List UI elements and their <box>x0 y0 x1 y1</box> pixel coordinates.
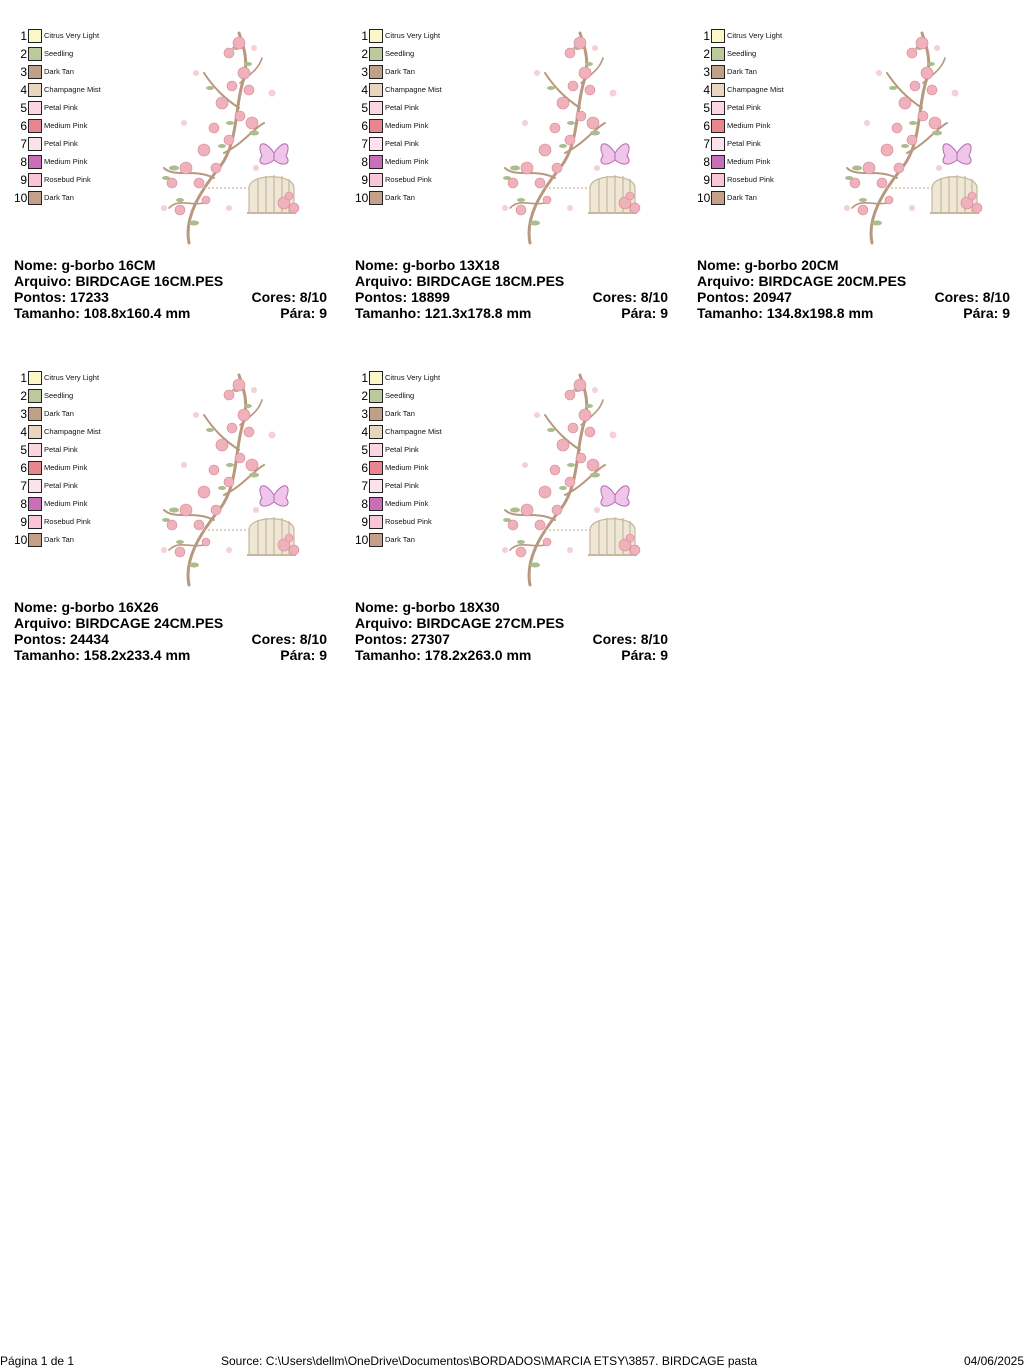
color-swatch <box>711 137 725 151</box>
legend-color-name: Petal Pink <box>727 139 761 148</box>
legend-color-name: Dark Tan <box>727 67 757 76</box>
legend-number: 10 <box>697 191 711 205</box>
legend-row <box>14 190 134 208</box>
legend-number: 3 <box>20 65 27 79</box>
design-stops: Pára: 9 <box>621 305 668 321</box>
legend-number: 10 <box>14 533 28 547</box>
color-swatch <box>369 47 383 61</box>
design-name: Nome: g-borbo 16CM <box>14 257 156 273</box>
legend-number: 7 <box>20 479 27 493</box>
color-swatch <box>369 29 383 43</box>
legend-row <box>697 28 817 46</box>
embroidery-preview <box>485 370 645 590</box>
legend-color-name: Seedling <box>385 391 415 400</box>
legend-color-name: Petal Pink <box>385 445 419 454</box>
design-name: Nome: g-borbo 13X18 <box>355 257 500 273</box>
legend-number: 3 <box>361 407 368 421</box>
legend-row <box>697 100 817 118</box>
color-swatch <box>369 515 383 529</box>
legend-row <box>697 82 817 100</box>
legend-number: 8 <box>361 155 368 169</box>
legend-color-name: Rosebud Pink <box>44 517 91 526</box>
color-swatch <box>28 47 42 61</box>
legend-color-name: Champagne Mist <box>385 427 442 436</box>
legend-number: 6 <box>703 119 710 133</box>
legend-color-name: Petal Pink <box>727 103 761 112</box>
legend-color-name: Dark Tan <box>44 67 74 76</box>
legend-row <box>355 28 475 46</box>
legend-number: 5 <box>361 101 368 115</box>
butterfly <box>260 144 288 164</box>
legend-row <box>697 64 817 82</box>
color-swatch <box>28 425 42 439</box>
legend-row <box>355 442 475 460</box>
color-swatch <box>28 407 42 421</box>
legend-row <box>355 388 475 406</box>
color-swatch <box>28 173 42 187</box>
legend-color-name: Citrus Very Light <box>44 31 100 40</box>
legend-color-name: Dark Tan <box>44 193 74 202</box>
legend-color-name: Dark Tan <box>44 409 74 418</box>
legend-number: 8 <box>20 497 27 511</box>
legend-color-name: Medium Pink <box>44 499 88 508</box>
color-swatch <box>711 119 725 133</box>
butterfly <box>601 486 629 506</box>
design-card <box>355 370 671 670</box>
legend-row <box>14 46 134 64</box>
legend-color-name: Champagne Mist <box>727 85 784 94</box>
color-swatch <box>369 533 383 547</box>
legend-number: 4 <box>361 425 368 439</box>
color-swatch <box>28 389 42 403</box>
butterfly <box>943 144 971 164</box>
legend-number: 9 <box>361 173 368 187</box>
design-card <box>14 370 330 670</box>
color-swatch <box>28 101 42 115</box>
legend-color-name: Medium Pink <box>385 157 429 166</box>
legend-number: 2 <box>361 47 368 61</box>
legend-row <box>14 496 134 514</box>
legend-row <box>697 172 817 190</box>
design-info <box>14 599 327 663</box>
design-stops: Pára: 9 <box>621 647 668 663</box>
legend-color-name: Dark Tan <box>44 535 74 544</box>
legend-row <box>14 514 134 532</box>
color-swatch <box>28 119 42 133</box>
source-path: Source: C:\Users\dellm\OneDrive\Documentos\BORDADOS\MARCIA ETSY\3857. BIRDCAGE pasta <box>221 1354 758 1368</box>
color-swatch <box>369 461 383 475</box>
legend-row <box>14 442 134 460</box>
legend-number: 3 <box>703 65 710 79</box>
embroidery-preview <box>485 28 645 248</box>
color-swatch <box>711 173 725 187</box>
legend-color-name: Citrus Very Light <box>727 31 783 40</box>
legend-color-name: Petal Pink <box>385 103 419 112</box>
legend-number: 1 <box>703 29 710 43</box>
embroidery-preview <box>827 28 987 248</box>
color-swatch <box>369 371 383 385</box>
legend-number: 8 <box>20 155 27 169</box>
legend-row <box>355 172 475 190</box>
design-colors: Cores: 8/10 <box>934 289 1010 305</box>
butterfly <box>260 486 288 506</box>
legend-row <box>14 388 134 406</box>
legend-row <box>355 190 475 208</box>
legend-number: 4 <box>20 83 27 97</box>
legend-row <box>697 46 817 64</box>
legend-color-name: Rosebud Pink <box>727 175 774 184</box>
legend-row <box>355 64 475 82</box>
legend-row <box>14 460 134 478</box>
legend-row <box>355 118 475 136</box>
design-file: Arquivo: BIRDCAGE 27CM.PES <box>355 615 565 631</box>
legend-number: 1 <box>20 29 27 43</box>
legend-number: 5 <box>361 443 368 457</box>
legend-color-name: Champagne Mist <box>385 85 442 94</box>
legend-number: 6 <box>361 119 368 133</box>
color-swatch <box>28 155 42 169</box>
color-swatch <box>28 29 42 43</box>
design-file: Arquivo: BIRDCAGE 20CM.PES <box>697 273 907 289</box>
legend-number: 5 <box>703 101 710 115</box>
design-card <box>14 28 330 328</box>
legend-color-name: Dark Tan <box>385 67 415 76</box>
design-colors: Cores: 8/10 <box>592 631 668 647</box>
color-swatch <box>28 443 42 457</box>
color-swatch <box>369 65 383 79</box>
legend-number: 7 <box>20 137 27 151</box>
color-swatch <box>711 65 725 79</box>
legend-color-name: Petal Pink <box>385 481 419 490</box>
color-swatch <box>369 407 383 421</box>
color-swatch <box>28 479 42 493</box>
embroidery-preview <box>144 28 304 248</box>
design-size: Tamanho: 158.2x233.4 mm <box>14 647 191 663</box>
legend-number: 4 <box>361 83 368 97</box>
design-name: Nome: g-borbo 20CM <box>697 257 839 273</box>
legend-number: 2 <box>20 47 27 61</box>
legend-row <box>14 154 134 172</box>
legend-number: 4 <box>703 83 710 97</box>
legend-number: 7 <box>361 479 368 493</box>
color-swatch <box>28 83 42 97</box>
design-file: Arquivo: BIRDCAGE 16CM.PES <box>14 273 224 289</box>
legend-row <box>355 514 475 532</box>
legend-number: 9 <box>20 173 27 187</box>
legend-row <box>355 100 475 118</box>
legend-color-name: Medium Pink <box>44 463 88 472</box>
butterfly <box>601 144 629 164</box>
legend-row <box>14 136 134 154</box>
color-swatch <box>369 155 383 169</box>
legend-row <box>355 406 475 424</box>
legend-color-name: Seedling <box>44 391 74 400</box>
legend-row <box>14 28 134 46</box>
design-stitches: Pontos: 18899 <box>355 289 450 305</box>
color-swatch <box>711 47 725 61</box>
design-name: Nome: g-borbo 16X26 <box>14 599 159 615</box>
color-swatch <box>28 515 42 529</box>
legend-number: 10 <box>355 191 369 205</box>
legend-row <box>355 496 475 514</box>
color-swatch <box>369 101 383 115</box>
legend-row <box>14 406 134 424</box>
design-colors: Cores: 8/10 <box>592 289 668 305</box>
color-swatch <box>711 191 725 205</box>
legend-row <box>14 64 134 82</box>
design-size: Tamanho: 121.3x178.8 mm <box>355 305 532 321</box>
design-card <box>355 28 671 328</box>
legend-color-name: Dark Tan <box>385 193 415 202</box>
legend-color-name: Medium Pink <box>385 499 429 508</box>
design-stitches: Pontos: 17233 <box>14 289 109 305</box>
legend-row <box>14 100 134 118</box>
legend-number: 3 <box>20 407 27 421</box>
design-card <box>697 28 1013 328</box>
legend-color-name: Petal Pink <box>44 481 78 490</box>
legend-number: 5 <box>20 443 27 457</box>
legend-number: 9 <box>703 173 710 187</box>
legend-number: 7 <box>703 137 710 151</box>
legend-row <box>14 82 134 100</box>
color-swatch <box>28 371 42 385</box>
page-number: Página 1 de 1 <box>0 1354 75 1368</box>
legend-color-name: Dark Tan <box>385 535 415 544</box>
color-swatch <box>369 443 383 457</box>
color-swatch <box>28 461 42 475</box>
legend-row <box>697 190 817 208</box>
legend-color-name: Citrus Very Light <box>44 373 100 382</box>
legend-row <box>355 478 475 496</box>
legend-row <box>14 370 134 388</box>
legend-row <box>14 118 134 136</box>
design-stops: Pára: 9 <box>280 647 327 663</box>
color-swatch <box>369 191 383 205</box>
color-swatch <box>369 479 383 493</box>
design-size: Tamanho: 178.2x263.0 mm <box>355 647 532 663</box>
color-swatch <box>711 83 725 97</box>
legend-color-name: Medium Pink <box>727 157 771 166</box>
legend-number: 5 <box>20 101 27 115</box>
legend-row <box>355 154 475 172</box>
legend-color-name: Rosebud Pink <box>385 517 432 526</box>
legend-number: 10 <box>355 533 369 547</box>
legend-number: 1 <box>361 29 368 43</box>
legend-row <box>355 82 475 100</box>
design-stitches: Pontos: 27307 <box>355 631 450 647</box>
legend-color-name: Medium Pink <box>385 121 429 130</box>
design-name: Nome: g-borbo 18X30 <box>355 599 500 615</box>
legend-number: 1 <box>20 371 27 385</box>
color-swatch <box>28 191 42 205</box>
legend-row <box>355 136 475 154</box>
legend-row <box>355 532 475 550</box>
legend-color-name: Seedling <box>44 49 74 58</box>
color-swatch <box>711 101 725 115</box>
legend-color-name: Dark Tan <box>727 193 757 202</box>
legend-color-name: Petal Pink <box>385 139 419 148</box>
legend-row <box>697 136 817 154</box>
legend-number: 7 <box>361 137 368 151</box>
design-colors: Cores: 8/10 <box>251 631 327 647</box>
color-swatch <box>369 137 383 151</box>
legend-color-name: Champagne Mist <box>44 85 101 94</box>
color-swatch <box>369 83 383 97</box>
legend-color-name: Medium Pink <box>727 121 771 130</box>
color-swatch <box>369 497 383 511</box>
legend-color-name: Citrus Very Light <box>385 373 441 382</box>
legend-color-name: Medium Pink <box>44 157 88 166</box>
legend-color-name: Medium Pink <box>385 463 429 472</box>
legend-color-name: Medium Pink <box>44 121 88 130</box>
legend-color-name: Seedling <box>727 49 757 58</box>
print-date: 04/06/2025 <box>963 1354 1024 1368</box>
legend-row <box>14 424 134 442</box>
color-swatch <box>369 425 383 439</box>
color-swatch <box>369 119 383 133</box>
design-stitches: Pontos: 24434 <box>14 631 109 647</box>
legend-number: 2 <box>361 389 368 403</box>
legend-row <box>355 424 475 442</box>
design-file: Arquivo: BIRDCAGE 24CM.PES <box>14 615 224 631</box>
color-swatch <box>28 137 42 151</box>
legend-number: 9 <box>20 515 27 529</box>
color-swatch <box>711 155 725 169</box>
legend-row <box>14 478 134 496</box>
legend-number: 6 <box>20 119 27 133</box>
design-size: Tamanho: 134.8x198.8 mm <box>697 305 874 321</box>
legend-color-name: Rosebud Pink <box>44 175 91 184</box>
legend-color-name: Dark Tan <box>385 409 415 418</box>
legend-number: 3 <box>361 65 368 79</box>
legend-number: 2 <box>703 47 710 61</box>
legend-number: 6 <box>361 461 368 475</box>
color-swatch <box>28 65 42 79</box>
design-colors: Cores: 8/10 <box>251 289 327 305</box>
legend-row <box>355 370 475 388</box>
color-swatch <box>28 533 42 547</box>
legend-row <box>355 460 475 478</box>
color-swatch <box>711 29 725 43</box>
design-info <box>14 257 327 321</box>
legend-color-name: Petal Pink <box>44 139 78 148</box>
legend-color-name: Rosebud Pink <box>385 175 432 184</box>
design-size: Tamanho: 108.8x160.4 mm <box>14 305 191 321</box>
legend-color-name: Seedling <box>385 49 415 58</box>
legend-row <box>355 46 475 64</box>
legend-row <box>14 532 134 550</box>
legend-number: 6 <box>20 461 27 475</box>
design-stitches: Pontos: 20947 <box>697 289 792 305</box>
legend-row <box>697 154 817 172</box>
legend-row <box>697 118 817 136</box>
color-swatch <box>28 497 42 511</box>
color-swatch <box>369 173 383 187</box>
legend-number: 1 <box>361 371 368 385</box>
legend-color-name: Champagne Mist <box>44 427 101 436</box>
design-file: Arquivo: BIRDCAGE 18CM.PES <box>355 273 565 289</box>
design-info <box>355 257 668 321</box>
legend-color-name: Petal Pink <box>44 445 78 454</box>
design-stops: Pára: 9 <box>963 305 1010 321</box>
legend-color-name: Citrus Very Light <box>385 31 441 40</box>
embroidery-preview <box>144 370 304 590</box>
legend-color-name: Petal Pink <box>44 103 78 112</box>
legend-number: 9 <box>361 515 368 529</box>
color-swatch <box>369 389 383 403</box>
legend-number: 10 <box>14 191 28 205</box>
design-stops: Pára: 9 <box>280 305 327 321</box>
legend-number: 8 <box>703 155 710 169</box>
legend-number: 2 <box>20 389 27 403</box>
design-info <box>355 599 668 663</box>
legend-row <box>14 172 134 190</box>
legend-number: 8 <box>361 497 368 511</box>
design-info <box>697 257 1010 321</box>
legend-number: 4 <box>20 425 27 439</box>
